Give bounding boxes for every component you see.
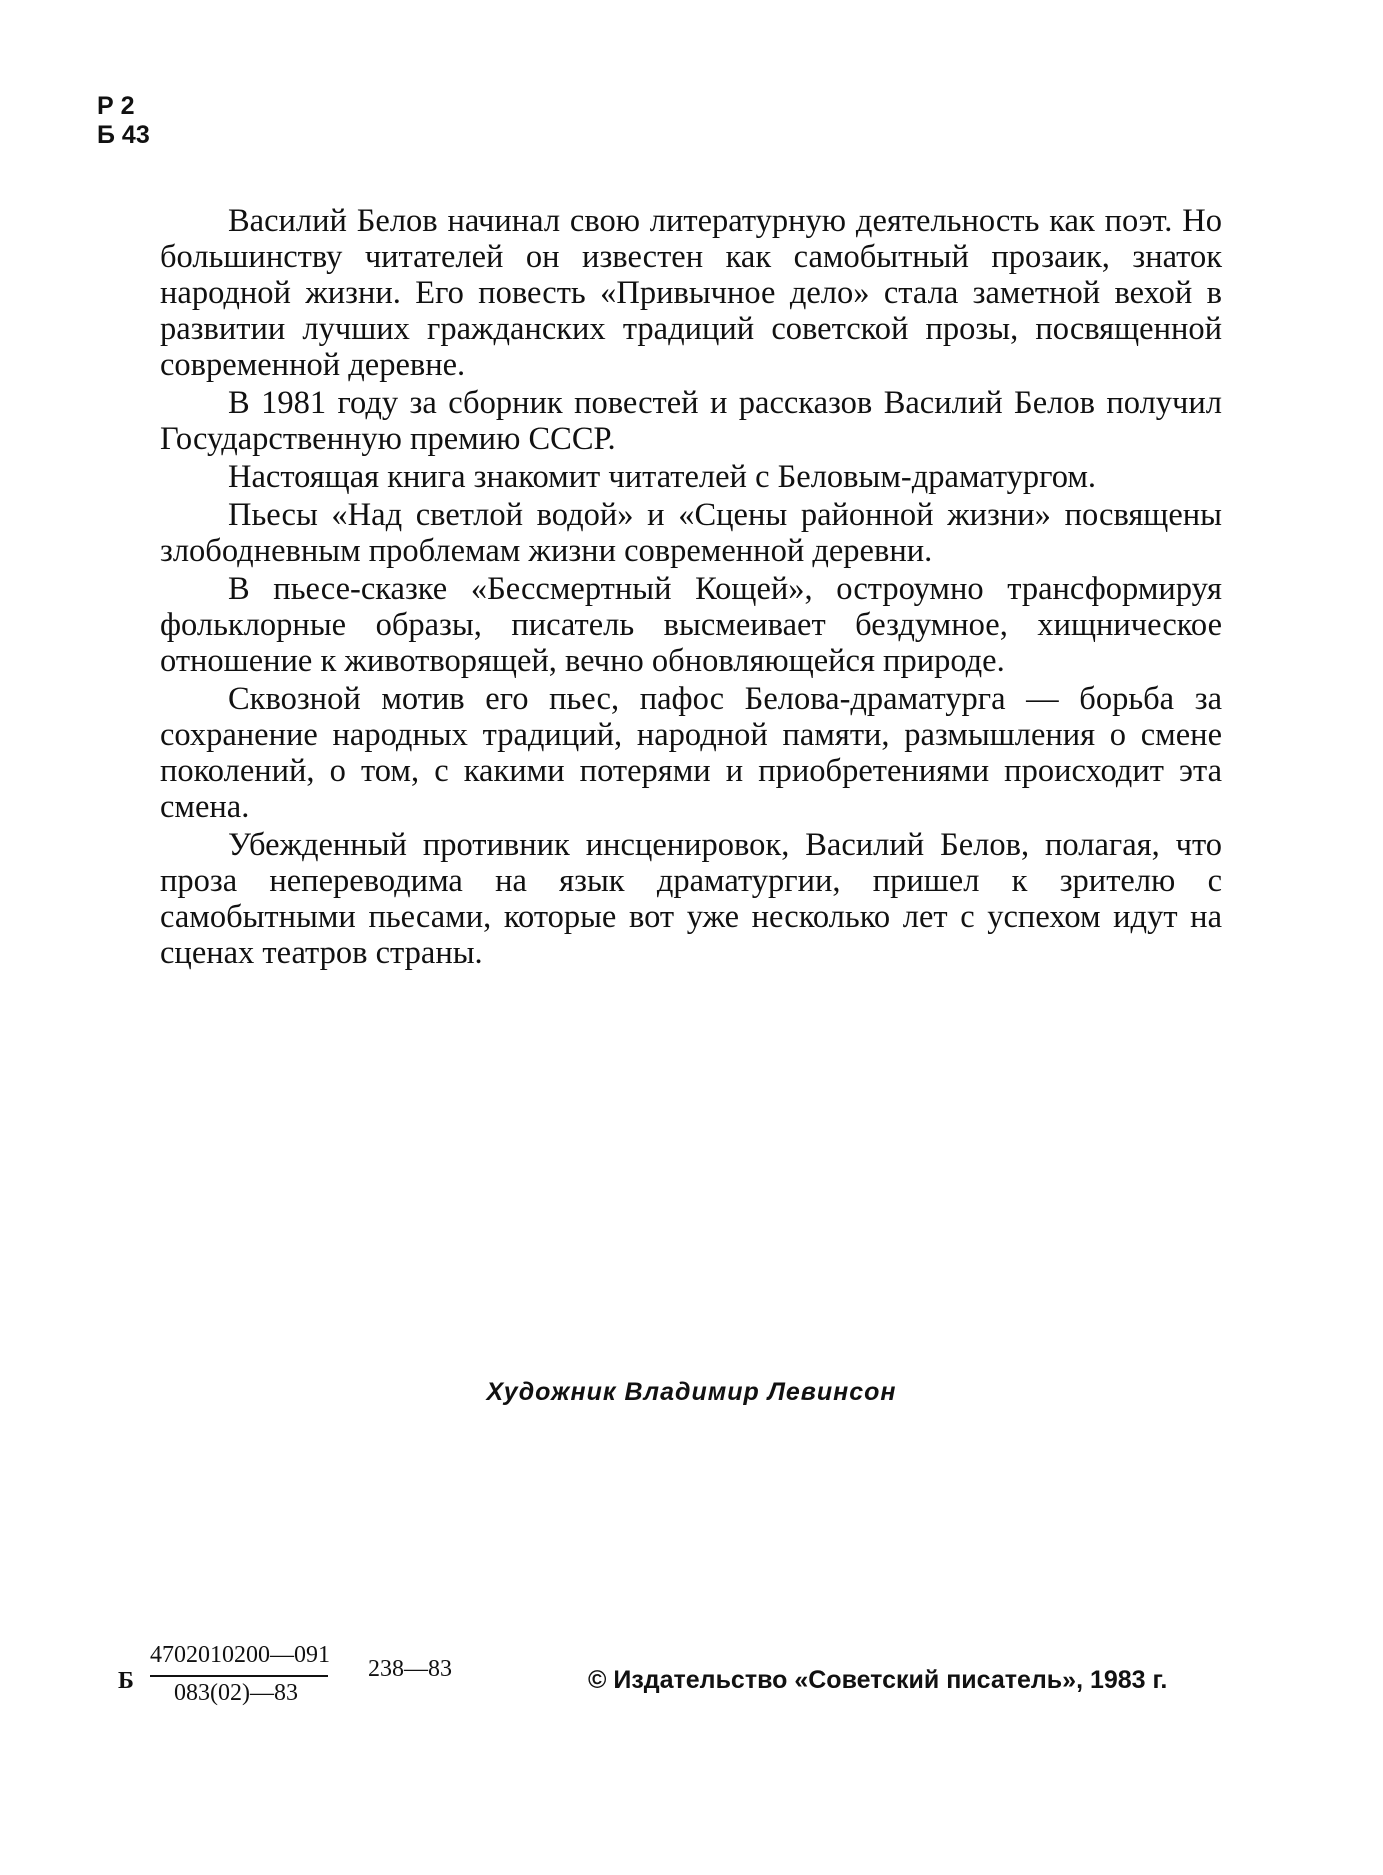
classification-index bbox=[97, 92, 150, 150]
catalog-denominator: 083(02)—83 bbox=[174, 1680, 298, 1706]
annotation-text bbox=[160, 203, 1222, 973]
annotation-paragraph: Настоящая книга знакомит читателей с Беловым-драматургом. bbox=[228, 459, 1097, 495]
annotation-paragraph: Сквозной мотив его пьес, пафос Белова-драматурга — борьба за сохранение народных традиций, народной памяти, размышления о смене поколений, о том, с какими потерями и приобретениями происходит эта смена. bbox=[160, 681, 1222, 825]
classification-line-2: Б 43 bbox=[97, 121, 150, 149]
catalog-letter: Б bbox=[118, 1668, 134, 1694]
annotation-paragraph: Василий Белов начинал свою литературную деятельность как поэт. Но большинству читателей он известен как самобытный прозаик, знаток народной жизни. Его повесть «Привычное дело» стала заметной вехой в развитии лучших гражданских традиций советской прозы, посвященной современной деревне. bbox=[160, 203, 1222, 383]
catalog-numerator: 4702010200—091 bbox=[150, 1642, 330, 1668]
annotation-paragraph: Убежденный противник инсценировок, Василий Белов, полагая, что проза непереводима на язык драматургии, пришел к зрителю с самобытными пьесами, которые вот уже несколько лет с успехом идут на сценах театров страны. bbox=[160, 827, 1222, 971]
annotation-paragraph: В пьесе-сказке «Бессмертный Кощей», остроумно трансформируя фольклорные образы, писатель высмеивает бездумное, хищническое отношение к животворящей, вечно обновляющейся природе. bbox=[160, 571, 1222, 679]
annotation-paragraph: В 1981 году за сборник повестей и рассказов Василий Белов получил Государственную премию СССР. bbox=[160, 385, 1222, 457]
classification-line-1: Р 2 bbox=[97, 92, 135, 120]
annotation-paragraph: Пьесы «Над светлой водой» и «Сцены районной жизни» посвящены злободневным проблемам жизни современной деревни. bbox=[160, 497, 1222, 569]
catalog-code bbox=[118, 1642, 478, 1722]
catalog-suffix: 238—83 bbox=[368, 1656, 452, 1682]
fraction-rule bbox=[150, 1675, 328, 1677]
artist-credit: Художник Владимир Левинсон bbox=[486, 1378, 897, 1406]
copyright-notice: © Издательство «Советский писатель», 1983 г. bbox=[588, 1666, 1168, 1694]
